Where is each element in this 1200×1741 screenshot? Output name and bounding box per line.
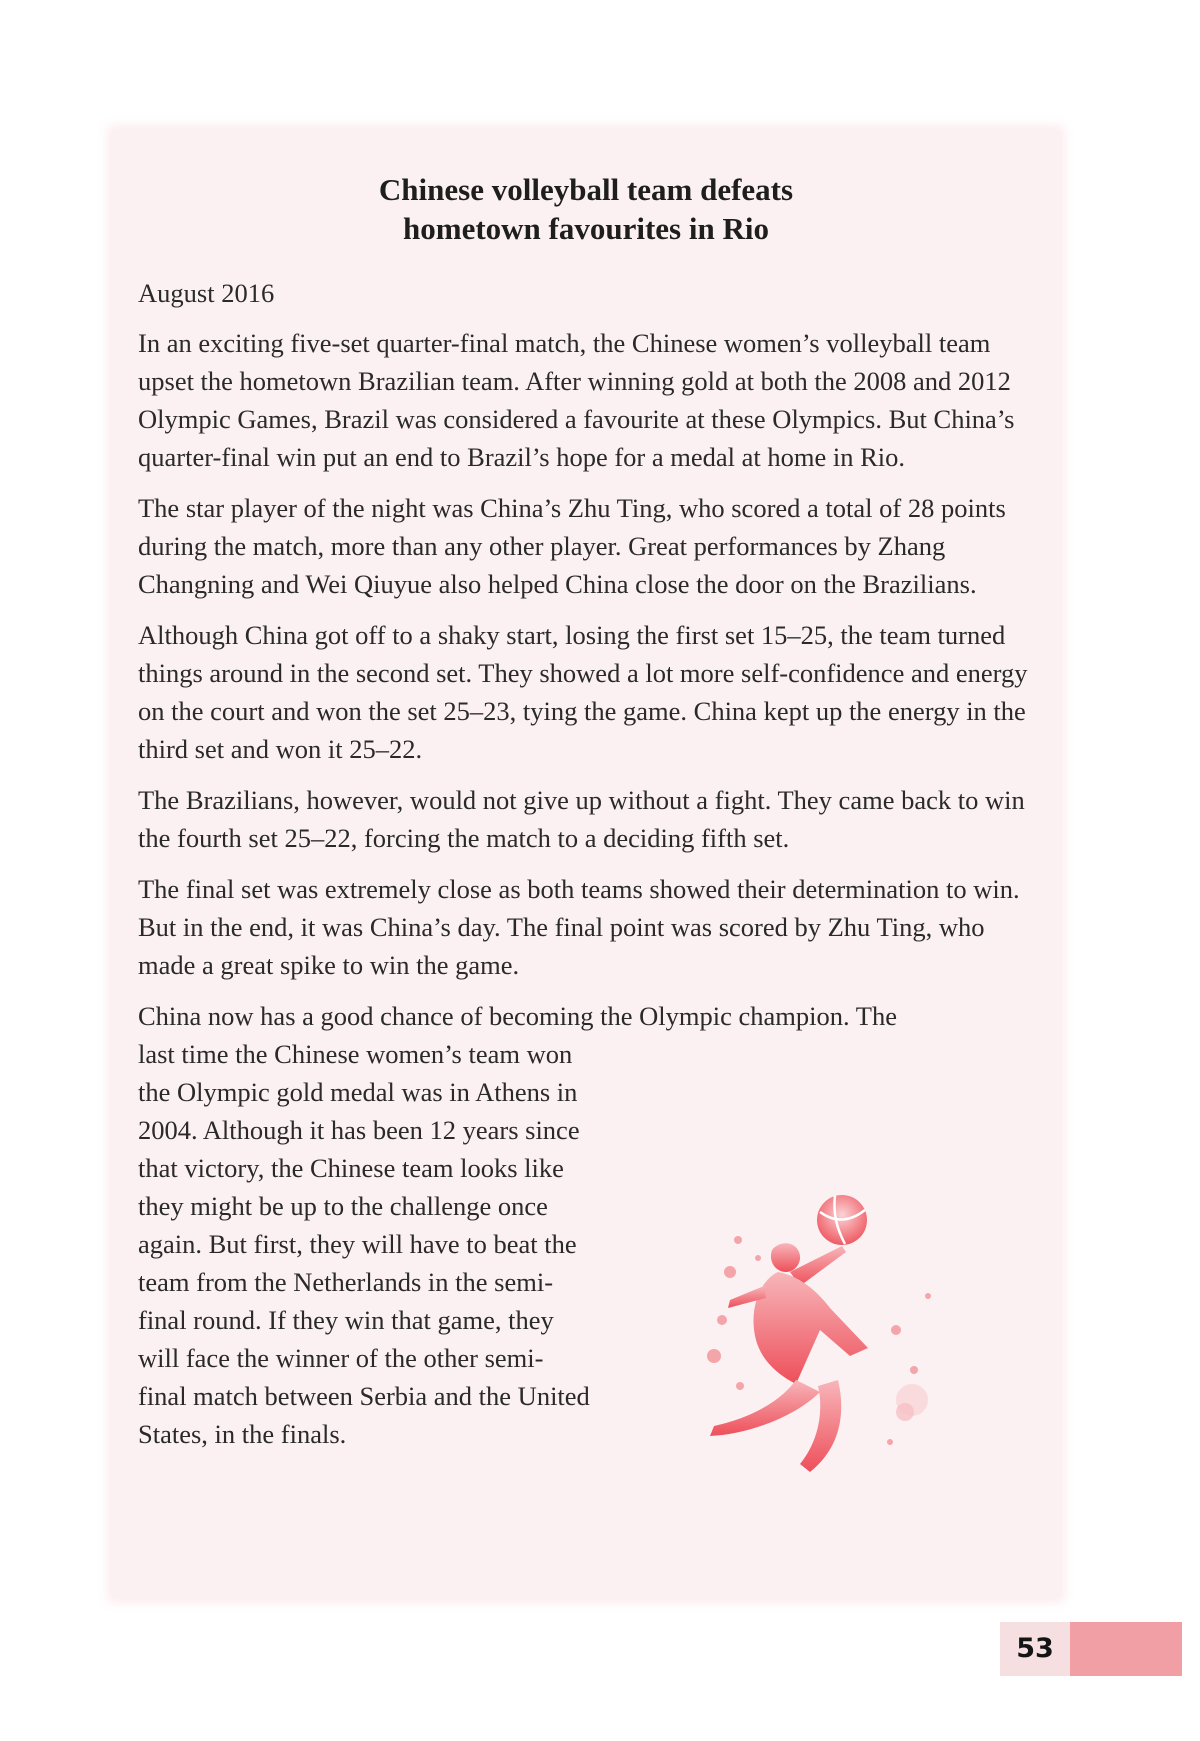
- paragraph-1: In an exciting five-set quarter-final match, the Chinese women’s volleyball team upset the hometown Brazilian team. After winning gold at both the 2008 and 2012 Olympic Games, Brazil was considered a favourite at these Olympics. But China’s quarter-final win put an end to Brazil’s hope for a medal at home in Rio.: [138, 328, 1015, 472]
- paragraph-6-line: final match between Serbia and the United: [138, 1381, 590, 1411]
- player-silhouette-icon: [710, 1243, 868, 1472]
- blur-circle-icon: [896, 1384, 928, 1416]
- paragraph-6-line: they might be up to the challenge once: [138, 1191, 548, 1221]
- page-number-strip: [1070, 1622, 1182, 1676]
- paragraph-6-line: 2004. Although it has been 12 years since: [138, 1115, 580, 1145]
- paragraph-4: The Brazilians, however, would not give up without a fight. They came back to win the fourth set 25–22, forcing the match to a deciding fifth set.: [138, 785, 1025, 853]
- paragraph-6-line: China now has a good chance of becoming the Olympic champion. The: [138, 1001, 897, 1031]
- paragraph-2: The star player of the night was China’s Zhu Ting, who scored a total of 28 points during the match, more than any other player. Great performances by Zhang Changning and Wei Qiuyue also helped China close the door on the Brazilians.: [138, 493, 1006, 599]
- paragraph-6-line: final round. If they win that game, they: [138, 1305, 554, 1335]
- volleyball-player-illustration: [700, 1180, 1030, 1510]
- paragraph-6-line: again. But first, they will have to beat the: [138, 1229, 577, 1259]
- volleyball-icon: [817, 1195, 867, 1245]
- paragraph-5: The final set was extremely close as both teams showed their determination to win. But in the end, it was China’s day. The final point was scored by Zhu Ting, who made a great spike to win the game.: [138, 874, 1020, 980]
- paragraph-6-line: will face the winner of the other semi-: [138, 1343, 544, 1373]
- paragraph-3: Although China got off to a shaky start, losing the first set 15–25, the team turned things around in the second set. They showed a lot more self-confidence and energy on the court and won the set 25–23, tying the game. China kept up the energy in the third set and won it 25–22.: [138, 620, 1028, 764]
- paragraph-6-line: that victory, the Chinese team looks like: [138, 1153, 564, 1183]
- paragraph-6-line: team from the Netherlands in the semi-: [138, 1267, 554, 1297]
- article-title: [112, 170, 1060, 248]
- paragraph-6-line: the Olympic gold medal was in Athens in: [138, 1077, 578, 1107]
- paragraph-6-line: States, in the finals.: [138, 1419, 347, 1449]
- title-line-1: Chinese volleyball team defeats: [378, 172, 794, 207]
- article-date: August 2016: [138, 278, 275, 308]
- paragraph-6-line: last time the Chinese women’s team won: [138, 1039, 573, 1069]
- title-line-2: hometown favourites in Rio: [403, 211, 769, 246]
- page-number: 53: [1000, 1622, 1070, 1676]
